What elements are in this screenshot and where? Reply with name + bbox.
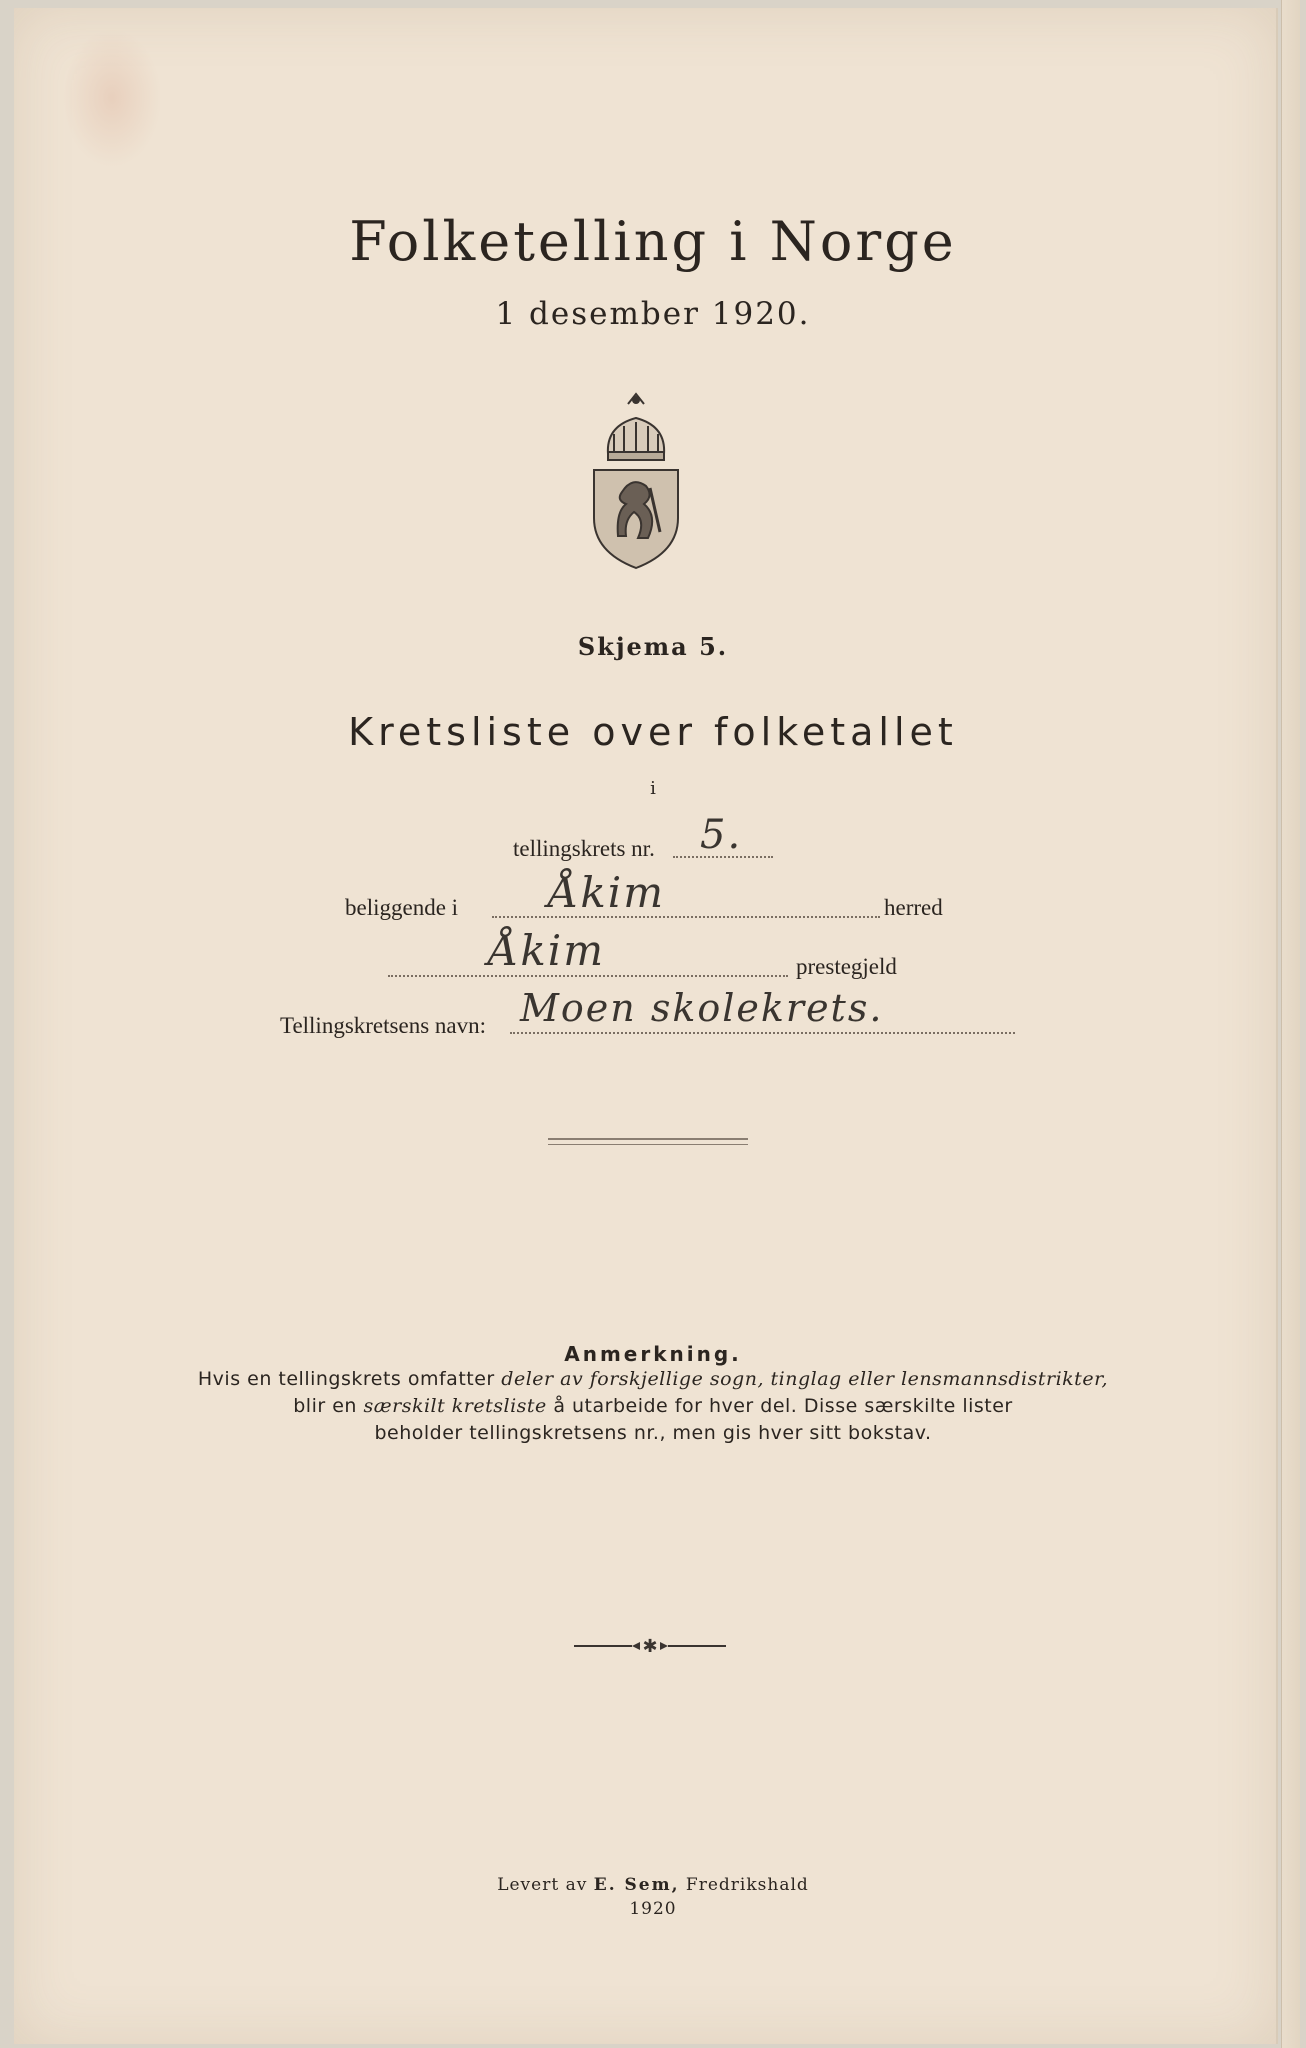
printer-name: E. Sem, bbox=[593, 1875, 680, 1895]
beliggende-label: beliggende i bbox=[345, 895, 459, 920]
preposition-i: i bbox=[650, 778, 656, 799]
ornament-divider-icon bbox=[570, 1636, 730, 1656]
schema-number: Skjema 5. bbox=[577, 632, 729, 661]
document-title: Folketelling i Norge bbox=[349, 210, 957, 273]
norway-coat-of-arms-icon bbox=[588, 392, 684, 570]
printer-c: Fredrikshald bbox=[679, 1875, 809, 1895]
note-line-2-c: å utarbeide for hver del. Disse særskilte lister bbox=[546, 1395, 1013, 1417]
navn-value: Moen skolekrets. bbox=[520, 986, 884, 1030]
prestegjeld-value: Åkim bbox=[488, 926, 606, 975]
form-title: Kretsliste over folketallet bbox=[348, 710, 958, 754]
krets-value: 5. bbox=[700, 812, 743, 858]
printer-footer bbox=[0, 1873, 1306, 1921]
krets-label: tellingskrets nr. bbox=[513, 836, 655, 861]
note-line-1 bbox=[0, 1366, 1306, 1393]
note-line-3: beholder tellingskretsens nr., men gis hver sitt bokstav. bbox=[374, 1422, 932, 1444]
census-date: 1 desember 1920. bbox=[495, 296, 811, 332]
paper-stain bbox=[62, 28, 162, 168]
navn-label: Tellingskretsens navn: bbox=[280, 1013, 486, 1038]
printer-year: 1920 bbox=[629, 1899, 677, 1919]
note-line-1-a: Hvis en tellingskrets omfatter bbox=[197, 1368, 502, 1390]
section-divider bbox=[548, 1138, 748, 1145]
note-line-2-a: blir en bbox=[293, 1395, 364, 1417]
note-body bbox=[0, 1366, 1306, 1447]
navn-line bbox=[510, 1032, 1015, 1034]
note-heading: Anmerkning. bbox=[564, 1342, 742, 1366]
note-line-1-b: deler av forskjellige sogn, tinglag eller lensmannsdistrikter, bbox=[501, 1368, 1109, 1390]
note-line-2-b: særskilt kretsliste bbox=[363, 1395, 547, 1417]
prestegjeld-label: prestegjeld bbox=[796, 954, 897, 979]
prestegjeld-line bbox=[388, 975, 788, 977]
printer-a: Levert av bbox=[497, 1875, 594, 1895]
herred-label: herred bbox=[884, 895, 943, 920]
svg-text:✱: ✱ bbox=[642, 1636, 658, 1656]
printer-line bbox=[0, 1873, 1306, 1897]
note-line-2 bbox=[0, 1393, 1306, 1420]
herred-value: Åkim bbox=[548, 868, 666, 917]
